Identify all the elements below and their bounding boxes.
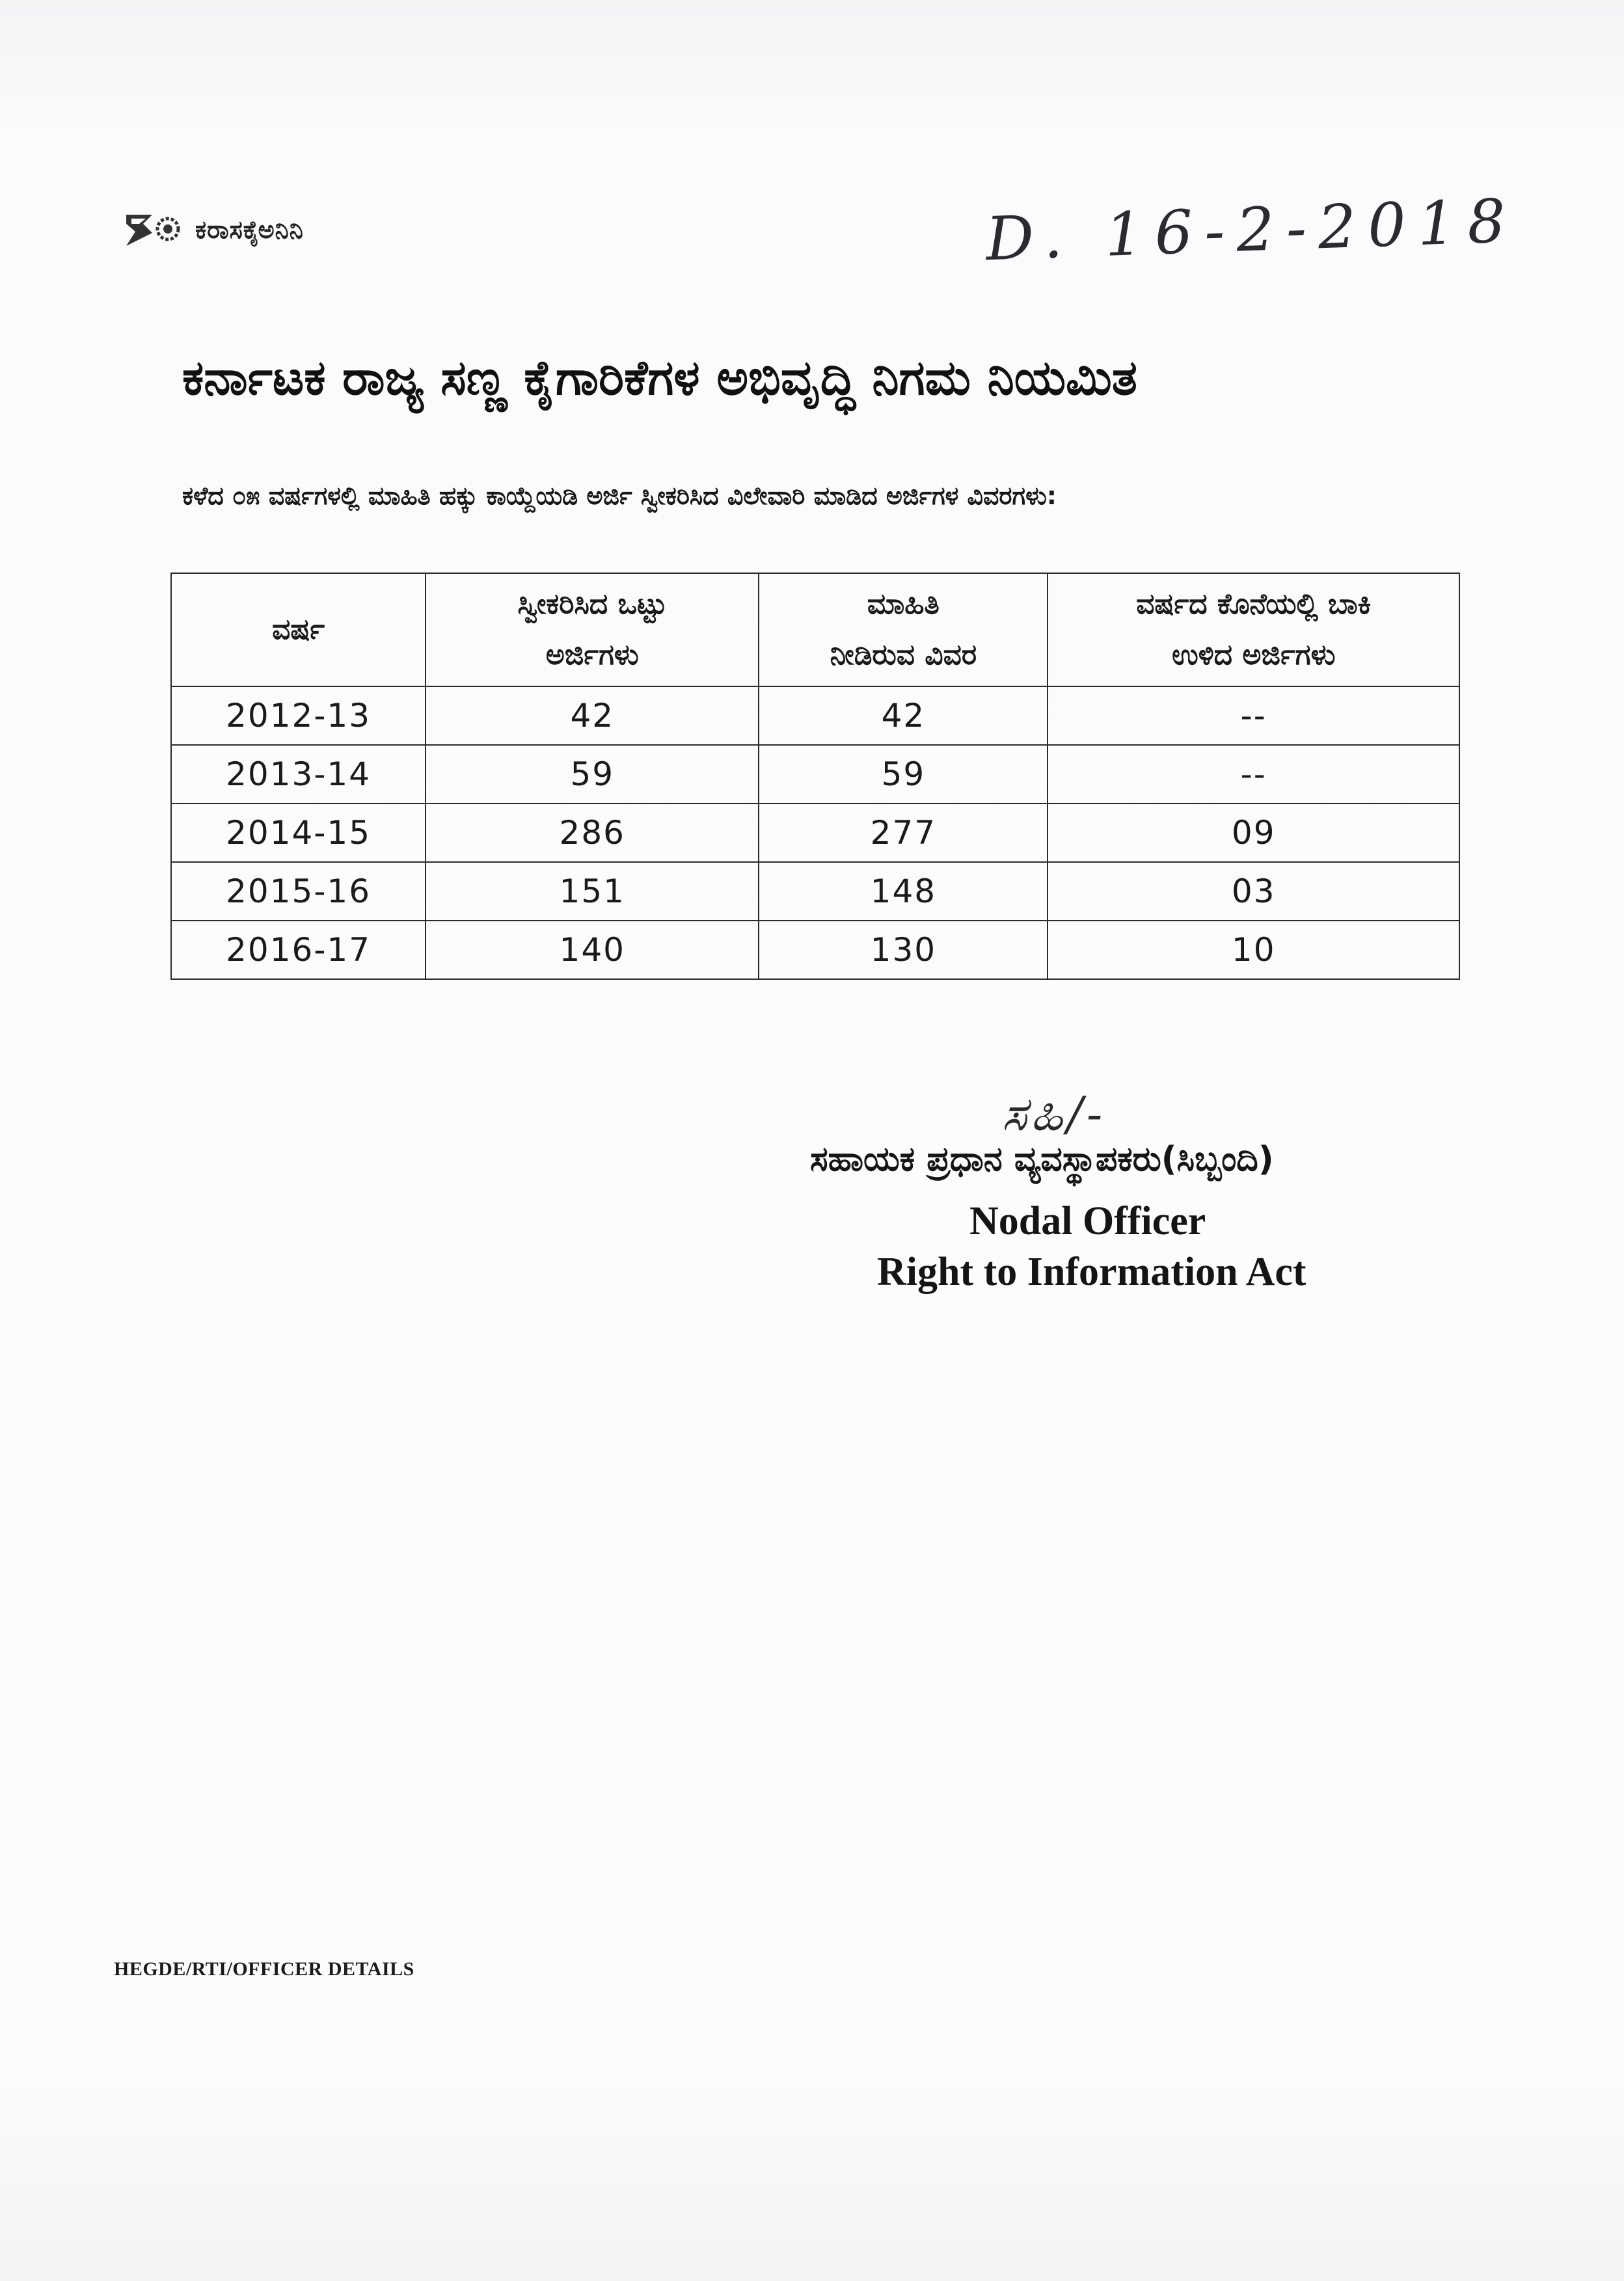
cell-year: 2015-16	[171, 862, 426, 921]
cell-year: 2012-13	[171, 686, 426, 745]
table-row	[171, 921, 1459, 979]
cell-info-provided: 148	[759, 862, 1048, 921]
header-received-line-2: ಅರ್ಜಿಗಳು	[545, 638, 639, 671]
header-pending-line-1: ವರ್ಷದ ಕೊನೆಯಲ್ಲಿ ಬಾಕಿ	[1136, 587, 1372, 621]
cell-year: 2016-17	[171, 921, 426, 979]
officer-designation-english: Nodal Officer	[969, 1199, 1206, 1243]
handwritten-signature: ಸಹಿ/-	[1002, 1087, 1107, 1141]
officer-designation-kannada: ಸಹಾಯಕ ಪ್ರಧಾನ ವ್ಯವಸ್ಥಾಪಕರು(ಸಿಬ್ಬಂದಿ)	[810, 1140, 1274, 1179]
cell-year: 2013-14	[171, 745, 426, 803]
document-subtitle: ಕಳೆದ ೦೫ ವರ್ಷಗಳಲ್ಲಿ ಮಾಹಿತಿ ಹಕ್ಕು ಕಾಯ್ದೆಯಡಿ ಅರ್ಜಿ ಸ್ವೀಕರಿಸಿದ ವಿಲೇವಾರಿ ಮಾಡಿದ ಅರ್ಜಿಗಳ ವಿವರಗಳು:	[182, 481, 1057, 510]
cell-pending: 09	[1048, 803, 1459, 862]
organization-short-name: ಕರಾಸಕೈಅನಿನಿ	[195, 215, 304, 244]
cell-pending: --	[1048, 745, 1459, 803]
footer-file-reference: HEGDE/RTI/OFFICER DETAILS	[114, 1958, 414, 1980]
cell-info-provided: 59	[759, 745, 1048, 803]
rti-applications-table	[170, 573, 1460, 980]
cell-pending: --	[1048, 686, 1459, 745]
cell-info-provided: 130	[759, 921, 1048, 979]
header-received-line-1: ಸ್ವೀಕರಿಸಿದ ಒಟ್ಟು	[517, 587, 668, 621]
table-row	[171, 686, 1459, 745]
ksidc-logo-icon	[124, 209, 186, 250]
table-row	[171, 803, 1459, 862]
cell-info-provided: 42	[759, 686, 1048, 745]
column-header-year	[171, 573, 426, 686]
header-year-line-1: ವರ್ಷ	[272, 613, 325, 646]
cell-received: 151	[426, 862, 759, 921]
table-row	[171, 745, 1459, 803]
cell-pending: 03	[1048, 862, 1459, 921]
document-title: ಕರ್ನಾಟಕ ರಾಜ್ಯ ಸಣ್ಣ ಕೈಗಾರಿಕೆಗಳ ಅಭಿವೃದ್ಧಿ ನಿಗಮ ನಿಯಮಿತ	[182, 350, 1137, 406]
cell-year: 2014-15	[171, 803, 426, 862]
cell-received: 140	[426, 921, 759, 979]
table-row	[171, 862, 1459, 921]
cell-received: 42	[426, 686, 759, 745]
header-info-line-2: ನೀಡಿರುವ ವಿವರ	[830, 638, 977, 671]
header-pending-line-2: ಉಳಿದ ಅರ್ಜಿಗಳು	[1171, 638, 1336, 671]
officer-act-name: Right to Information Act	[877, 1250, 1306, 1294]
handwritten-date: D. 16-2-2018	[984, 185, 1519, 275]
cell-received: 59	[426, 745, 759, 803]
column-header-pending	[1048, 573, 1459, 686]
cell-info-provided: 277	[759, 803, 1048, 862]
table-header-row	[171, 573, 1459, 686]
cell-pending: 10	[1048, 921, 1459, 979]
column-header-info-provided	[759, 573, 1048, 686]
cell-received: 286	[426, 803, 759, 862]
header-info-line-1: ಮಾಹಿತಿ	[867, 587, 940, 621]
column-header-received	[426, 573, 759, 686]
organization-logo	[124, 209, 304, 250]
